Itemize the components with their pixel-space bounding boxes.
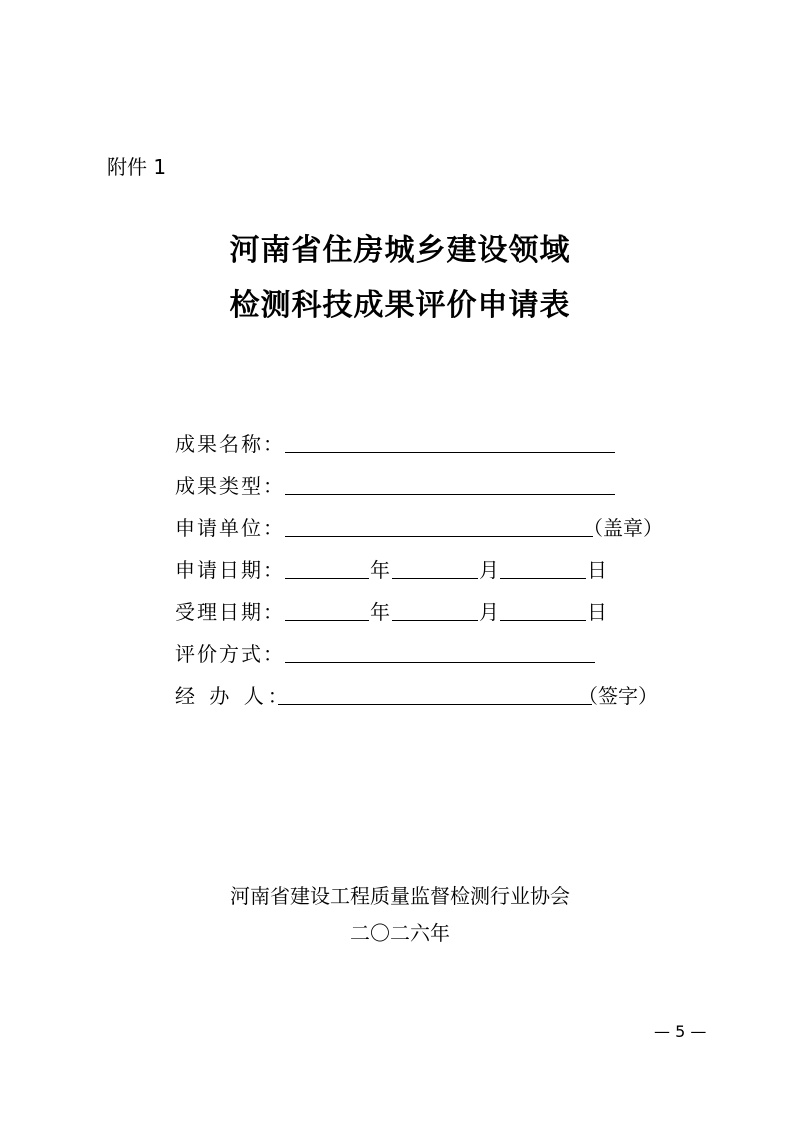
year-unit: 年 — [370, 558, 390, 582]
apply-month-line[interactable] — [392, 554, 478, 579]
accept-year-line[interactable] — [285, 596, 369, 621]
apply-day-line[interactable] — [500, 554, 586, 579]
year-unit: 年 — [370, 600, 390, 624]
seal-note: （盖章） — [583, 516, 663, 540]
field-label: 申请日期： — [175, 558, 285, 582]
attachment-label: 附件 1 — [107, 155, 167, 179]
handler-signature-line[interactable] — [278, 680, 592, 705]
day-unit: 日 — [587, 558, 607, 582]
month-unit: 月 — [479, 558, 499, 582]
field-label: 成果名称： — [175, 432, 285, 456]
page-number: — 5 — — [654, 1022, 707, 1041]
signature-note: （签字） — [578, 684, 658, 708]
day-unit: 日 — [587, 600, 607, 624]
field-label: 受理日期： — [175, 600, 285, 624]
document-title-line2: 检测科技成果评价申请表 — [229, 288, 571, 323]
field-label: 经 办 人： — [175, 684, 292, 708]
achievement-type-line[interactable] — [285, 470, 615, 495]
achievement-name-line[interactable] — [285, 428, 615, 453]
accept-month-line[interactable] — [392, 596, 478, 621]
field-label: 评价方式： — [175, 642, 285, 666]
issue-year: 二〇二六年 — [350, 921, 450, 945]
applicant-unit-line[interactable] — [285, 512, 593, 537]
accept-day-line[interactable] — [500, 596, 586, 621]
field-label: 申请单位： — [175, 516, 285, 540]
document-title-line1: 河南省住房城乡建设领域 — [229, 233, 571, 268]
field-label: 成果类型： — [175, 474, 285, 498]
apply-year-line[interactable] — [285, 554, 369, 579]
month-unit: 月 — [479, 600, 499, 624]
issuing-organization: 河南省建设工程质量监督检测行业协会 — [230, 884, 570, 908]
evaluation-method-line[interactable] — [285, 638, 595, 663]
